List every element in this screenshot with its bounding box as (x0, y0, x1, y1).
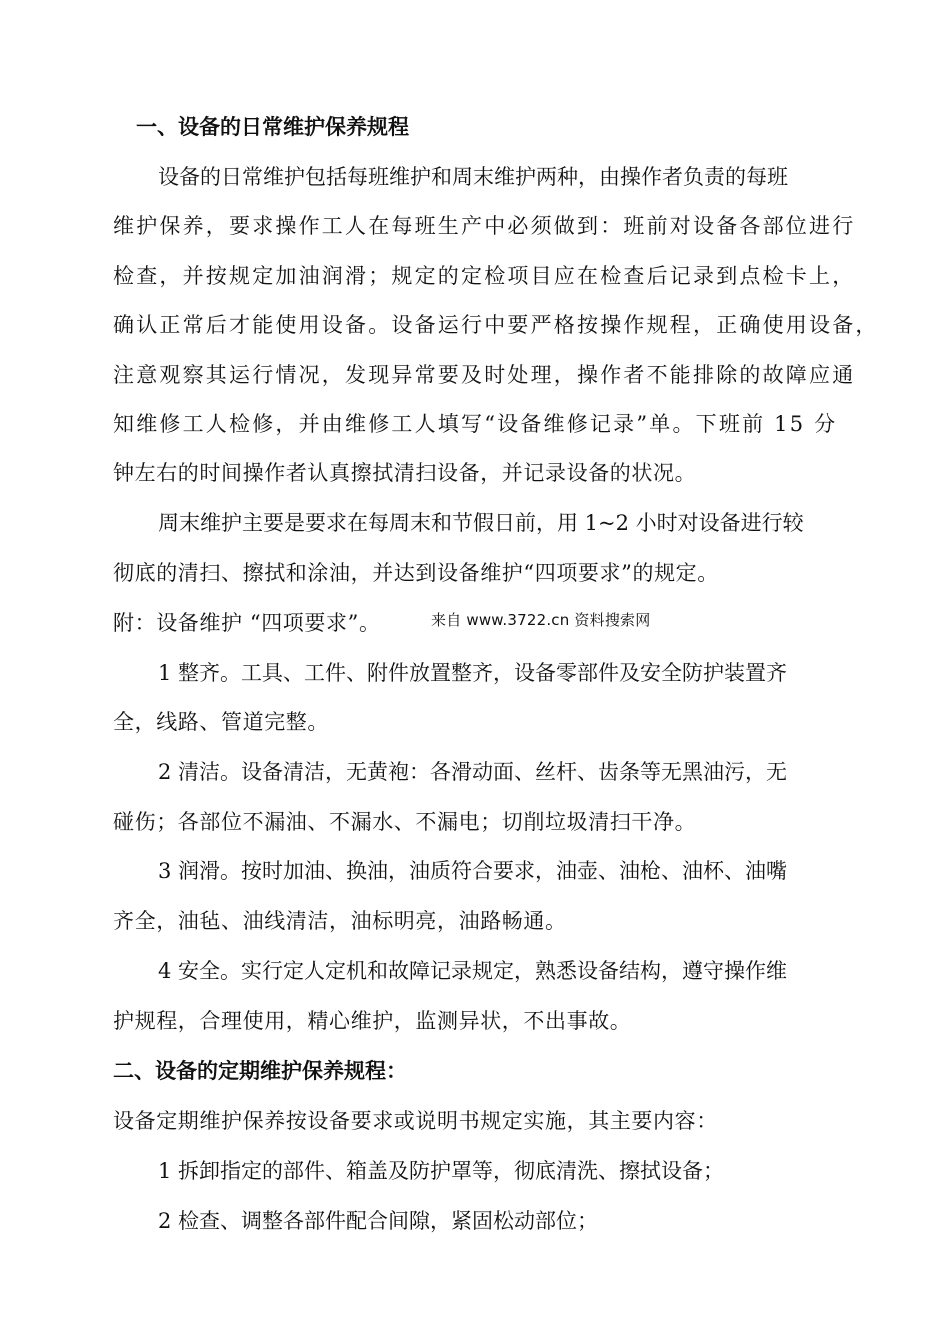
paragraph-line: 确认正常后才能使用设备。设备运行中要严格按操作规程，正确使用设备， (113, 313, 879, 337)
list-item-continuation: 护规程，合理使用，精心维护，监测异状，不出事故。 (113, 1009, 632, 1033)
list-item-continuation: 齐全，油毡、油线清洁，油标明亮，油路畅通。 (113, 909, 567, 933)
list-item-continuation: 全，线路、管道完整。 (113, 710, 329, 734)
list-item: 4 安全。实行定人定机和故障记录规定，熟悉设备结构，遵守操作维 (158, 959, 788, 983)
paragraph-line: 设备定期维护保养按设备要求或说明书规定实施，其主要内容： (113, 1109, 718, 1133)
paragraph-line: 知维修工人检修，并由维修工人填写“设备维修记录”单。下班前 15 分 (113, 412, 838, 436)
paragraph-line: 钟左右的时间操作者认真擦拭清扫设备，并记录设备的状况。 (113, 461, 697, 485)
appendix-line: 附：设备维护 “四项要求”。 (113, 611, 381, 635)
paragraph-line: 注意观察其运行情况，发现异常要及时处理，操作者不能排除的故障应通 (113, 363, 856, 387)
watermark-text: 来自 www.3722.cn 资料搜索网 (431, 611, 651, 629)
section-heading-2: 二、设备的定期维护保养规程： (113, 1059, 407, 1083)
paragraph-line: 彻底的清扫、擦拭和涂油，并达到设备维护“四项要求”的规定。 (113, 561, 719, 585)
paragraph-line: 检查，并按规定加油润滑；规定的定检项目应在检查后记录到点检卡上， (113, 264, 856, 288)
list-item: 3 润滑。按时加油、换油，油质符合要求，油壶、油枪、油杯、油嘴 (158, 859, 788, 883)
list-item-continuation: 碰伤；各部位不漏油、不漏水、不漏电；切削垃圾清扫干净。 (113, 810, 697, 834)
paragraph-line: 设备的日常维护包括每班维护和周末维护两种，由操作者负责的每班 (158, 165, 788, 189)
list-item: 2 清洁。设备清洁，无黄袍：各滑动面、丝杆、齿条等无黑油污，无 (158, 760, 788, 784)
list-item: 2 检查、调整各部件配合间隙，紧固松动部位； (158, 1209, 599, 1233)
list-item: 1 整齐。工具、工件、附件放置整齐，设备零部件及安全防护装置齐 (158, 661, 788, 685)
paragraph-line: 维护保养，要求操作工人在每班生产中必须做到：班前对设备各部位进行 (113, 214, 856, 238)
section-heading-1: 一、设备的日常维护保养规程 (136, 115, 409, 139)
paragraph-line: 周末维护主要是要求在每周末和节假日前，用 1~2 小时对设备进行较 (158, 511, 804, 535)
list-item: 1 拆卸指定的部件、箱盖及防护罩等，彻底清洗、擦拭设备； (158, 1159, 725, 1183)
